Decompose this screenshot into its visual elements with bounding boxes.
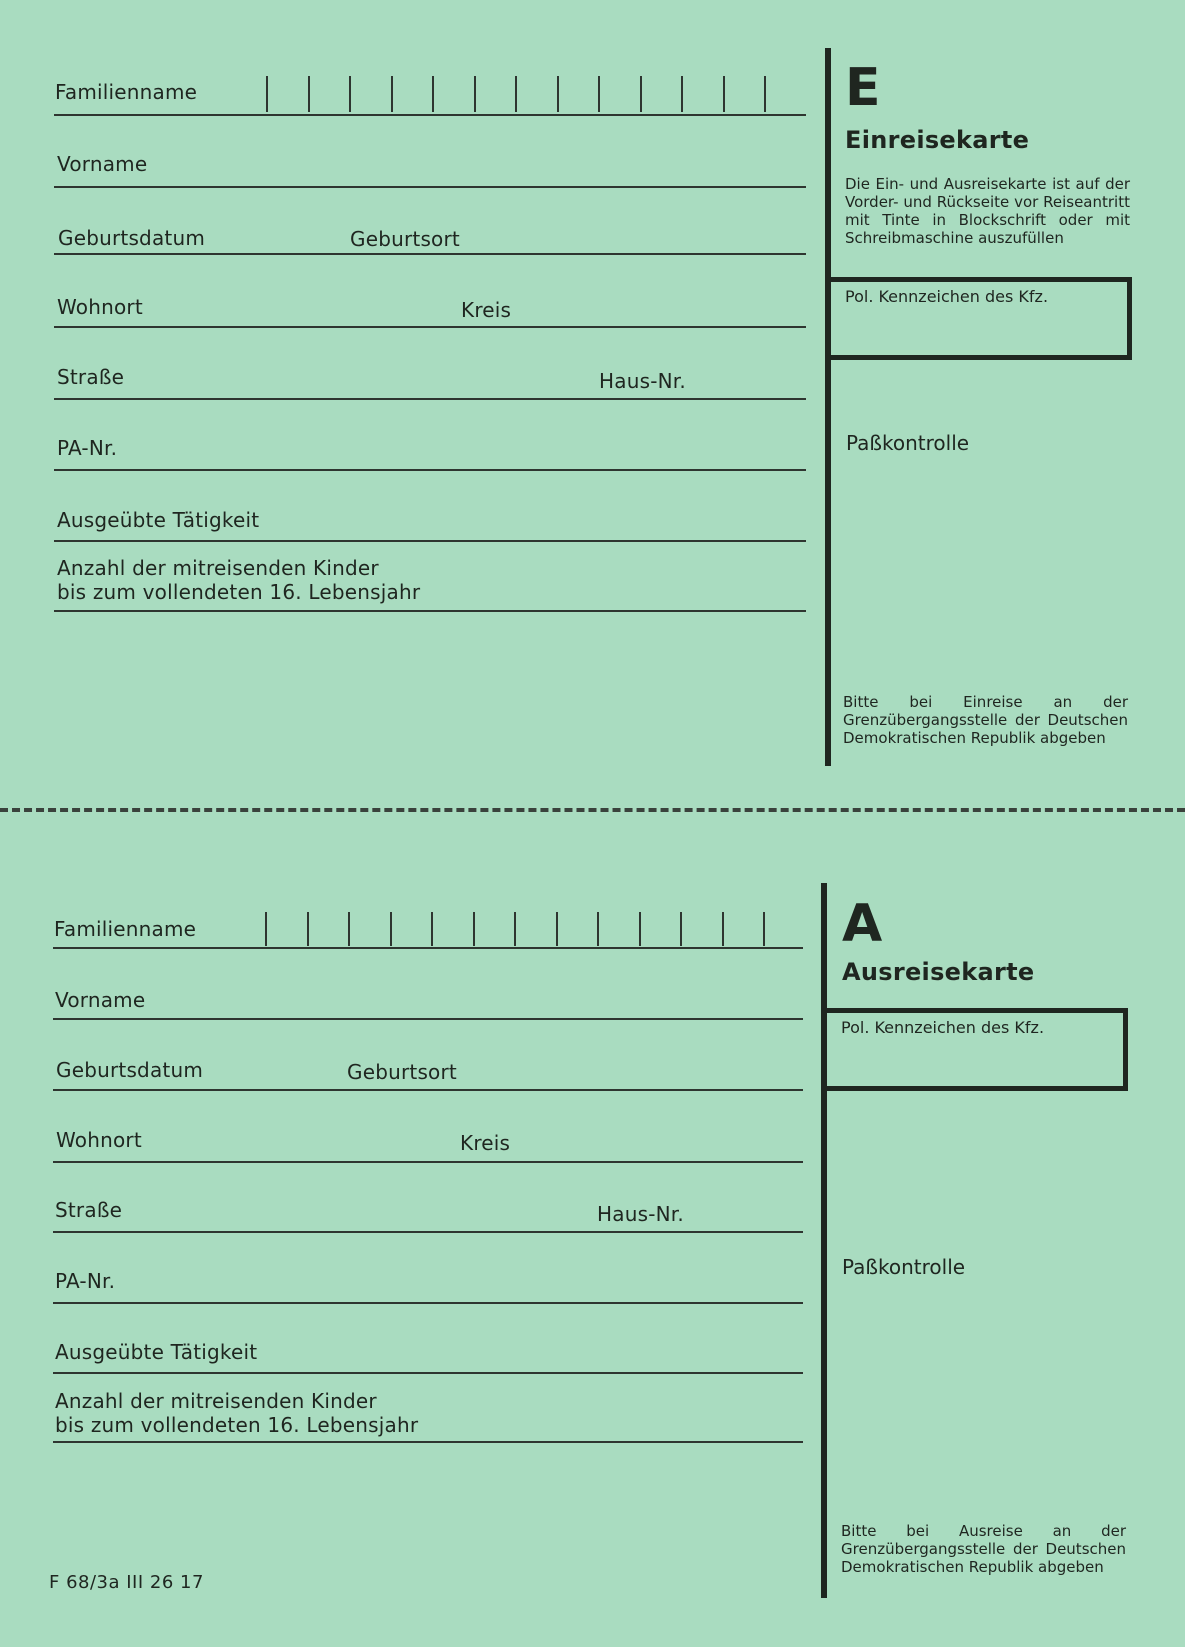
label-kreis: Kreis <box>460 1131 511 1155</box>
line-vorname[interactable] <box>53 1018 803 1020</box>
label-geburtsdatum: Geburtsdatum <box>56 1058 204 1082</box>
label-taetigkeit: Ausgeübte Tätigkeit <box>55 1340 258 1364</box>
passkontrolle-label: Paßkontrolle <box>842 1255 966 1279</box>
card-title: Ausreisekarte <box>842 958 1035 986</box>
label-strasse: Straße <box>55 1198 123 1222</box>
line-kinder[interactable] <box>53 1441 803 1443</box>
line-panr[interactable] <box>53 1302 803 1304</box>
label-panr: PA-Nr. <box>55 1269 116 1293</box>
label-vorname: Vorname <box>57 152 148 176</box>
column-divider <box>821 883 827 1598</box>
label-kinder-line1: Anzahl der mitreisenden Kinder <box>57 556 379 580</box>
letter-box-tick <box>639 912 641 946</box>
label-kinder-line2: bis zum vollendeten 16. Lebensjahr <box>55 1413 419 1437</box>
label-geburtsort: Geburtsort <box>347 1060 457 1084</box>
footer-note: Bitte bei Ausreise an der Grenzübergangsstelle der Deutschen Demokratischen Republik abgeben <box>841 1522 1126 1576</box>
label-panr: PA-Nr. <box>57 436 118 460</box>
label-kreis: Kreis <box>461 298 512 322</box>
label-geburtsdatum: Geburtsdatum <box>58 226 206 250</box>
letter-box-tick <box>348 912 350 946</box>
footer-note: Bitte bei Einreise an der Grenzübergangsstelle der Deutschen Demokratischen Republik abgeben <box>843 693 1128 747</box>
label-hausnr: Haus-Nr. <box>597 1202 684 1226</box>
letter-box-tick <box>390 912 392 946</box>
letter-box-tick <box>265 912 267 946</box>
label-familienname: Familienname <box>54 917 197 941</box>
passkontrolle-label: Paßkontrolle <box>846 431 970 455</box>
instructions-text: Die Ein- und Ausreisekarte ist auf der Vorder- und Rückseite vor Reiseantritt mit Tinte in Blockschrift oder mit Schreibmaschine auszufüllen <box>845 175 1130 247</box>
label-hausnr: Haus-Nr. <box>599 369 686 393</box>
card-letter: E <box>845 58 881 118</box>
form-number: F 68/3a III 26 17 <box>49 1572 204 1593</box>
label-taetigkeit: Ausgeübte Tätigkeit <box>57 508 260 532</box>
card-letter: A <box>842 894 883 954</box>
letter-box-tick <box>722 912 724 946</box>
letter-box-tick <box>597 912 599 946</box>
label-geburtsort: Geburtsort <box>350 227 460 251</box>
letter-box-tick <box>473 912 475 946</box>
label-wohnort: Wohnort <box>57 295 143 319</box>
label-vorname: Vorname <box>55 988 146 1012</box>
letter-box-tick <box>514 912 516 946</box>
card-title: Einreisekarte <box>845 126 1030 154</box>
label-kinder-line2: bis zum vollendeten 16. Lebensjahr <box>57 580 421 604</box>
kfz-label: Pol. Kennzeichen des Kfz. <box>845 287 1049 306</box>
kfz-label: Pol. Kennzeichen des Kfz. <box>841 1018 1045 1037</box>
letter-box-tick <box>307 912 309 946</box>
line-taetigkeit[interactable] <box>53 1372 803 1374</box>
label-kinder-line1: Anzahl der mitreisenden Kinder <box>55 1389 377 1413</box>
letter-box-tick <box>763 912 765 946</box>
letter-box-tick <box>431 912 433 946</box>
label-strasse: Straße <box>57 365 125 389</box>
label-familienname: Familienname <box>55 80 198 104</box>
line-familienname[interactable] <box>53 947 803 949</box>
letter-box-tick <box>680 912 682 946</box>
line-strasse[interactable] <box>53 1231 803 1233</box>
line-geburt[interactable] <box>53 1089 803 1091</box>
label-wohnort: Wohnort <box>56 1128 142 1152</box>
line-wohnort[interactable] <box>53 1161 803 1163</box>
letter-box-tick <box>556 912 558 946</box>
